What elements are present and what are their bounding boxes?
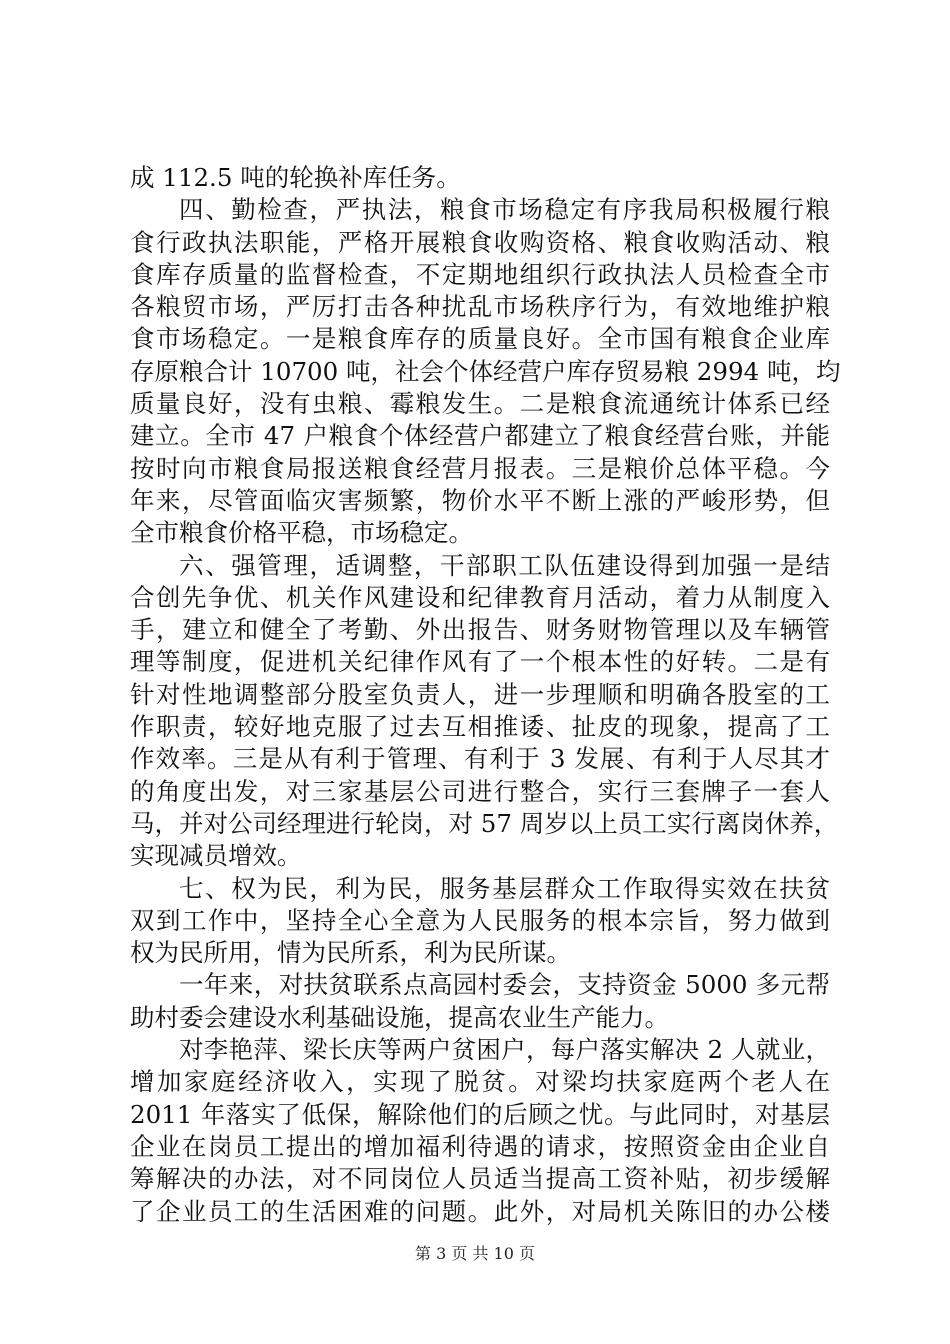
- text-line: 权为民所用，情为民所系，利为民所谋。: [130, 938, 571, 968]
- document-body: [130, 162, 841, 1228]
- text-line: 六、强管理，适调整，干部职工队伍建设得到加强一是结: [179, 550, 830, 580]
- text-line: 2011 年落实了低保，解除他们的后顾之忧。与此同时，对基层: [130, 1099, 830, 1129]
- text-line: 作职责，较好地克服了过去互相推诿、扯皮的现象，提高了工: [130, 712, 830, 742]
- text-line: 合创先争优、机关作风建设和纪律教育月活动，着力从制度入: [130, 582, 830, 612]
- text-line: 按时向市粮食局报送粮食经营月报表。三是粮价总体平稳。今: [130, 453, 830, 483]
- text-line: 理等制度，促进机关纪律作风有了一个根本性的好转。二是有: [130, 647, 830, 677]
- text-line: 助村委会建设水利基础设施，提高农业生产能力。: [130, 1002, 669, 1032]
- text-line: 企业在岗员工提出的增加福利待遇的请求，按照资金由企业自: [130, 1131, 830, 1161]
- text-line: 对李艳萍、梁长庆等两户贫困户，每户落实解决 2 人就业，: [179, 1035, 830, 1065]
- text-line: 的角度出发，对三家基层公司进行整合，实行三套牌子一套人: [130, 776, 830, 806]
- text-line: 食库存质量的监督检查，不定期地组织行政执法人员检查全市: [130, 259, 830, 289]
- text-line: 实现减员增效。: [130, 841, 302, 871]
- text-line: 食行政执法职能，严格开展粮食收购资格、粮食收购活动、粮: [130, 227, 830, 257]
- text-line: 食市场稳定。一是粮食库存的质量良好。全市国有粮食企业库: [130, 324, 830, 354]
- text-line: 建立。全市 47 户粮食个体经营户都建立了粮食经营台账，并能: [130, 421, 830, 451]
- text-line: 双到工作中，坚持全心全意为人民服务的根本宗旨，努力做到: [130, 905, 830, 935]
- text-line: 作效率。三是从有利于管理、有利于 3 发展、有利于人尽其才: [130, 744, 830, 774]
- text-line: 成 112.5 吨的轮换补库任务。: [130, 163, 461, 192]
- text-line: 存原粮合计 10700 吨，社会个体经营户库存贸易粮 2994 吨，均: [130, 356, 841, 386]
- text-line: 年来，尽管面临灾害频繁，物价水平不断上涨的严峻形势，但: [130, 485, 830, 515]
- text-line: 手，建立和健全了考勤、外出报告、财务财物管理以及车辆管: [130, 615, 830, 645]
- text-line: 四、勤检查，严执法，粮食市场稳定有序我局积极履行粮: [179, 195, 830, 225]
- text-line: 筹解决的办法，对不同岗位人员适当提高工资补贴，初步缓解: [130, 1164, 830, 1194]
- text-line: 一年来，对扶贫联系点高园村委会，支持资金 5000 多元帮: [179, 970, 830, 1000]
- text-line: 七、权为民，利为民，服务基层群众工作取得实效在扶贫: [179, 873, 830, 903]
- text-line: 各粮贸市场，严厉打击各种扰乱市场秩序行为，有效地维护粮: [130, 292, 830, 322]
- text-line: 马，并对公司经理进行轮岗，对 57 周岁以上员工实行离岗休养，: [130, 808, 839, 838]
- text-line: 全市粮食价格平稳，市场稳定。: [130, 518, 473, 548]
- text-line: 质量良好，没有虫粮、霉粮发生。二是粮食流通统计体系已经: [130, 389, 830, 419]
- text-line: 了企业员工的生活困难的问题。此外，对局机关陈旧的办公楼: [130, 1196, 830, 1226]
- text-line: 针对性地调整部分股室负责人，进一步理顺和明确各股室的工: [130, 679, 830, 709]
- page-footer: 第 3 页 共 10 页: [415, 1244, 535, 1263]
- text-line: 增加家庭经济收入，实现了脱贫。对梁均扶家庭两个老人在: [130, 1067, 830, 1097]
